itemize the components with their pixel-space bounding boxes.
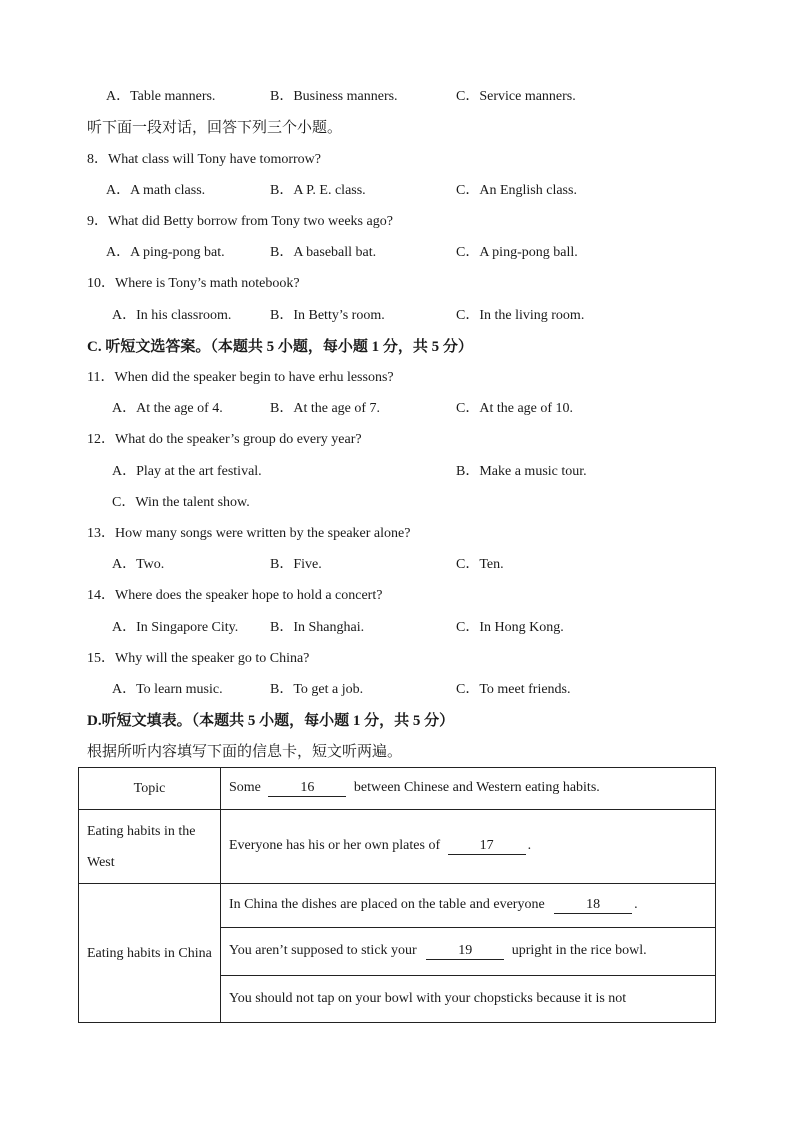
q12-question: 12．What do the speaker’s group do every year? (87, 432, 362, 447)
q11-option-c[interactable]: C．At the age of 10. (456, 401, 574, 416)
info-card-table (78, 767, 716, 1023)
blank-18[interactable]: 18 (554, 897, 632, 914)
section-d-heading: D.听短文填表。（本题共 5 小题，每小题 1 分，共 5 分） (87, 713, 455, 729)
row3-line2-after: upright in the rice bowl. (511, 943, 647, 958)
q12-options-row-2 (0, 492, 794, 514)
q14-option-b[interactable]: B．In Shanghai. (270, 620, 365, 635)
west-label-cell (79, 810, 221, 884)
q14-option-c[interactable]: C．In Hong Kong. (456, 620, 564, 635)
q15-question: 15．Why will the speaker go to China? (87, 651, 310, 666)
row3-line2-before: You aren’t supposed to stick your (229, 943, 417, 958)
q7-options-row (0, 86, 794, 108)
section-d-instruction-row (0, 741, 794, 763)
info-card-table-wrap (78, 767, 716, 1022)
q12-options-row-1 (0, 461, 794, 483)
q9-question-row (0, 211, 794, 233)
row3-line1-after: . (634, 897, 638, 912)
q8-question-row (0, 149, 794, 171)
china-label: Eating habits in China (87, 945, 212, 961)
row1-text-before: Some (229, 780, 261, 795)
west-label: Eating habits in the West (87, 823, 196, 870)
q7-option-a[interactable]: A．Table manners. (106, 89, 216, 104)
q14-options-row (0, 617, 794, 639)
q11-question: 11．When did the speaker begin to have erhu lessons? (87, 370, 394, 385)
q15-option-b[interactable]: B．To get a job. (270, 682, 364, 697)
section-d-instruction: 根据所听内容填写下面的信息卡，短文听两遍。 (87, 744, 403, 760)
q9-option-b[interactable]: B．A baseball bat. (270, 245, 377, 260)
china-content-cell-3 (221, 976, 716, 1023)
q13-option-b[interactable]: B．Five. (270, 557, 322, 572)
row3-line1-before: In China the dishes are placed on the table and everyone (229, 897, 545, 912)
q8-question: 8．What class will Tony have tomorrow? (87, 152, 321, 167)
row1-text-after: between Chinese and Western eating habits. (353, 780, 600, 795)
q11-option-a[interactable]: A．At the age of 4. (112, 401, 223, 416)
q15-question-row (0, 648, 794, 670)
q8-option-a[interactable]: A．A math class. (106, 183, 206, 198)
blank-17[interactable]: 17 (448, 838, 526, 855)
q10-question: 10．Where is Tony’s math notebook? (87, 276, 300, 291)
q11-options-row (0, 398, 794, 420)
q8-option-b[interactable]: B．A P. E. class. (270, 183, 366, 198)
q8-option-c[interactable]: C．An English class. (456, 183, 577, 198)
q12-option-b[interactable]: B．Make a music tour. (456, 464, 587, 479)
topic-label-cell (79, 768, 221, 810)
q10-option-c[interactable]: C．In the living room. (456, 308, 585, 323)
row2-text-before: Everyone has his or her own plates of (229, 838, 441, 853)
q14-question-row (0, 585, 794, 607)
q12-option-c[interactable]: C．Win the talent show. (112, 495, 250, 510)
china-content-cell-2 (221, 928, 716, 976)
q13-question: 13．How many songs were written by the speaker alone? (87, 526, 411, 541)
table-row (79, 884, 716, 928)
q15-option-a[interactable]: A．To learn music. (112, 682, 223, 697)
section-d-heading-row (0, 710, 794, 732)
q10-option-b[interactable]: B．In Betty’s room. (270, 308, 385, 323)
q13-question-row (0, 523, 794, 545)
q11-question-row (0, 367, 794, 389)
q9-options-row (0, 242, 794, 264)
q9-option-a[interactable]: A．A ping-pong bat. (106, 245, 225, 260)
q15-options-row (0, 679, 794, 701)
q10-question-row (0, 273, 794, 295)
q10-option-a[interactable]: A．In his classroom. (112, 308, 232, 323)
dialogue-intro-text: 听下面一段对话，回答下列三个小题。 (87, 120, 343, 136)
q7-option-c[interactable]: C．Service manners. (456, 89, 576, 104)
q7-option-b[interactable]: B．Business manners. (270, 89, 398, 104)
topic-label: Topic (133, 781, 166, 796)
row2-text-after: . (527, 838, 532, 853)
topic-content-cell (221, 768, 716, 810)
q8-options-row (0, 180, 794, 202)
q12-question-row (0, 429, 794, 451)
q14-question: 14．Where does the speaker hope to hold a concert? (87, 588, 383, 603)
section-c-heading-row (0, 336, 794, 358)
q12-option-a[interactable]: A．Play at the art festival. (112, 464, 262, 479)
china-label-cell (79, 884, 221, 1023)
q9-question: 9．What did Betty borrow from Tony two weeks ago? (87, 214, 393, 229)
q9-option-c[interactable]: C．A ping-pong ball. (456, 245, 578, 260)
table-row (79, 810, 716, 884)
q15-option-c[interactable]: C．To meet friends. (456, 682, 571, 697)
q13-options-row (0, 554, 794, 576)
table-row (79, 768, 716, 810)
blank-19[interactable]: 19 (426, 943, 504, 960)
west-content-cell (221, 810, 716, 884)
row3-line3: You should not tap on your bowl with your chopsticks because it is not (229, 991, 627, 1006)
china-content-cell-1 (221, 884, 716, 928)
q13-option-a[interactable]: A．Two. (112, 557, 165, 572)
dialogue-intro-row (0, 117, 794, 139)
q13-option-c[interactable]: C．Ten. (456, 557, 504, 572)
blank-16[interactable]: 16 (268, 780, 346, 797)
q10-options-row (0, 305, 794, 327)
q11-option-b[interactable]: B．At the age of 7. (270, 401, 381, 416)
section-c-heading: C. 听短文选答案。（本题共 5 小题，每小题 1 分，共 5 分） (87, 339, 473, 355)
q14-option-a[interactable]: A．In Singapore City. (112, 620, 239, 635)
